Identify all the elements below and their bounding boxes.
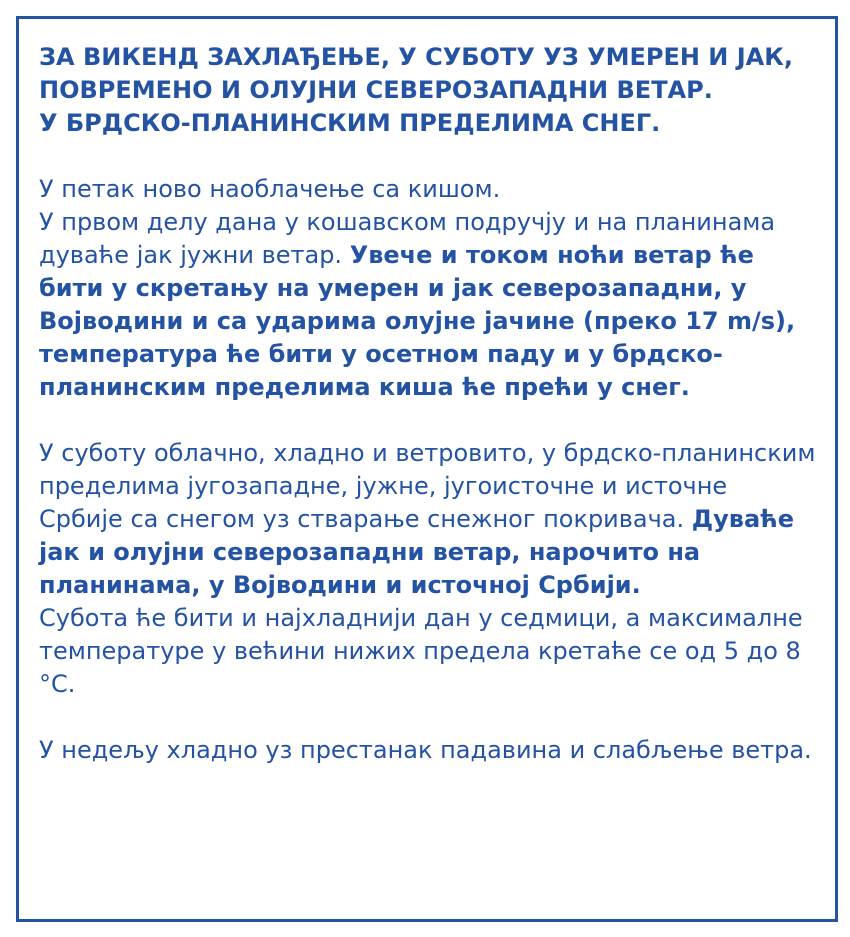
forecast-heading: [39, 41, 817, 140]
paragraph-saturday: [39, 437, 817, 701]
saturday-temperature: Субота ће бити и најхладнији дан у седмици, а максималне температуре у већини нижих предела кретаће се од 5 до 8 °C.: [39, 604, 803, 698]
paragraph-friday: [39, 173, 817, 404]
forecast-text: [39, 41, 817, 767]
heading-line-1: ЗА ВИКЕНД ЗАХЛАЂЕЊЕ, У СУБОТУ УЗ УМЕРЕН И ЈАК, ПОВРЕМЕНО И ОЛУЈНИ СЕВЕРОЗАПАДНИ ВЕТАР.: [39, 43, 793, 104]
friday-intro: У петак ново наоблачење са кишом.: [39, 175, 501, 203]
sunday-text: У недељу хладно уз престанак падавина и слабљење ветра.: [39, 736, 812, 764]
friday-text: У првом делу дана у кошавском подручју и на планинама дуваће јак јужни ветар.: [39, 208, 776, 269]
paragraph-sunday: [39, 734, 817, 767]
heading-line-2: У БРДСКО-ПЛАНИНСКИМ ПРЕДЕЛИМА СНЕГ.: [39, 109, 661, 137]
forecast-panel: [16, 16, 838, 922]
friday-emphasis: Увече и током ноћи ветар ће бити у скретању на умерен и јак северозападни, у Војводини и са ударима олујне јачине (преко 17 m/s), температура ће бити у осетном паду и у брдско-планинским пределима киша ће прећи у снег.: [39, 241, 796, 401]
saturday-emphasis: Дуваће јак и олујни северозападни ветар, нарочито на планинама, у Војводини и источној Србији.: [39, 505, 795, 599]
saturday-text: У суботу облачно, хладно и ветровито, у брдско-планинским пределима југозападне, јужне, југоисточне и источне Србије са снегом уз стварање снежног покривача.: [39, 439, 816, 533]
